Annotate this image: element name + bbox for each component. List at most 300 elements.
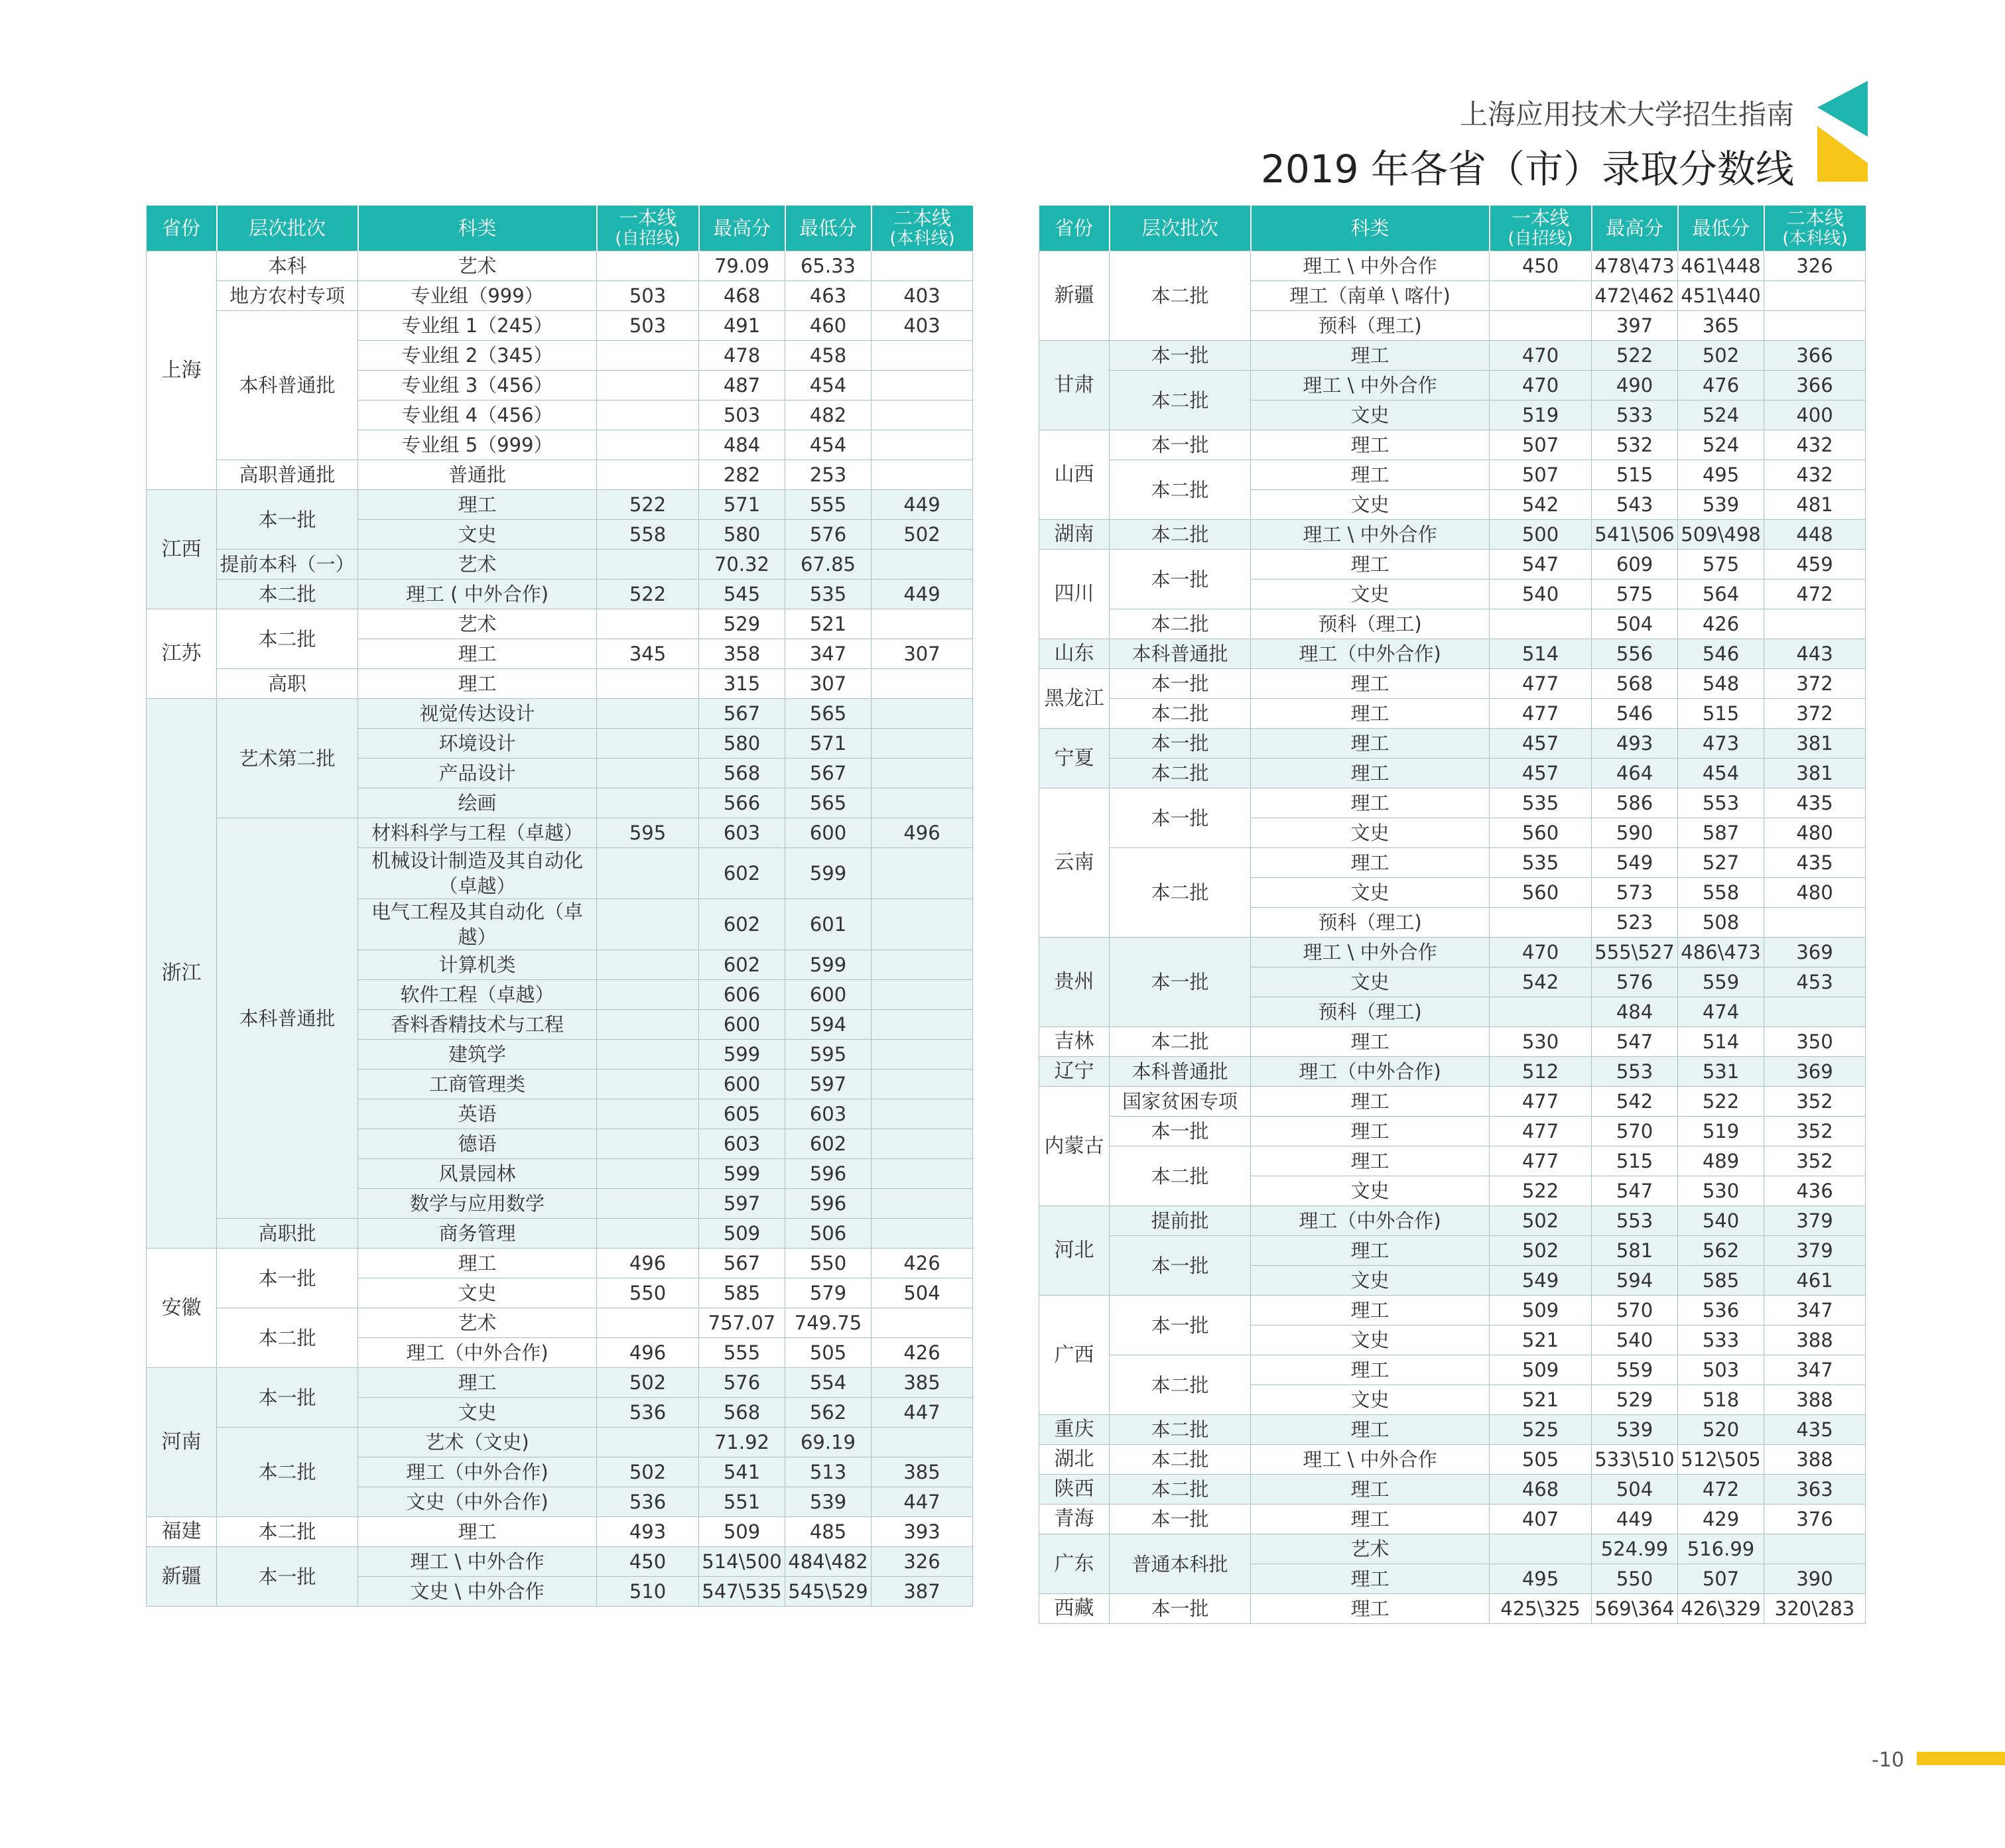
min-score-cell: 594	[785, 1010, 872, 1040]
first-line-cell: 509	[1490, 1355, 1592, 1385]
max-score-cell: 509	[699, 1219, 785, 1249]
subject-cell: 文史	[1251, 818, 1490, 848]
table-row	[147, 1308, 973, 1338]
max-score-cell: 478	[699, 341, 785, 371]
first-line-cell: 522	[1490, 1176, 1592, 1206]
subject-cell: 风景园林	[358, 1159, 597, 1189]
col-max: 最高分	[1592, 206, 1678, 251]
min-score-cell: 502	[1678, 341, 1764, 371]
batch-cell: 本一批	[1110, 550, 1251, 609]
table-row	[1039, 1117, 1866, 1146]
max-score-cell: 568	[1592, 669, 1678, 699]
first-line-cell	[597, 1099, 699, 1129]
subject-cell: 专业组 5（999）	[358, 430, 597, 460]
max-score-cell: 468	[699, 281, 785, 311]
second-line-cell: 426	[872, 1249, 973, 1278]
header-subtitle: 上海应用技术大学招生指南	[1459, 98, 1794, 131]
min-score-cell: 553	[1678, 788, 1764, 818]
second-line-cell	[1764, 281, 1866, 311]
max-score-cell: 546	[1592, 699, 1678, 729]
max-score-cell: 570	[1592, 1117, 1678, 1146]
subject-cell: 理工 \ 中外合作	[1251, 251, 1490, 281]
min-score-cell: 539	[1678, 490, 1764, 520]
max-score-cell: 603	[699, 818, 785, 848]
second-line-cell: 481	[1764, 490, 1866, 520]
subject-cell: 理工	[358, 1249, 597, 1278]
first-line-cell	[597, 729, 699, 759]
table-row	[1039, 341, 1866, 371]
subject-cell: 专业组 3（456）	[358, 371, 597, 400]
first-line-cell: 522	[597, 490, 699, 520]
first-line-cell: 450	[597, 1547, 699, 1577]
first-line-cell: 493	[597, 1517, 699, 1547]
subject-cell: 环境设计	[358, 729, 597, 759]
second-line-cell: 388	[1764, 1325, 1866, 1355]
max-score-cell: 547	[1592, 1027, 1678, 1057]
batch-cell: 本二批	[1110, 848, 1251, 938]
min-score-cell: 545\529	[785, 1577, 872, 1607]
table-row	[1039, 1236, 1866, 1266]
subject-cell: 产品设计	[358, 759, 597, 788]
province-cell: 宁夏	[1039, 729, 1110, 788]
min-score-cell: 539	[785, 1487, 872, 1517]
first-line-cell: 536	[597, 1398, 699, 1428]
first-line-cell	[597, 460, 699, 490]
subject-cell: 理工（中外合作)	[1251, 639, 1490, 669]
max-score-cell: 556	[1592, 639, 1678, 669]
batch-cell: 本二批	[1110, 1027, 1251, 1057]
min-score-cell: 531	[1678, 1057, 1764, 1087]
min-score-cell: 559	[1678, 967, 1764, 997]
subject-cell: 理工	[1251, 1355, 1490, 1385]
max-score-cell: 529	[1592, 1385, 1678, 1415]
second-line-cell	[1764, 997, 1866, 1027]
table-row	[1039, 1505, 1866, 1534]
col-subject: 科类	[358, 206, 597, 251]
max-score-cell: 602	[699, 848, 785, 899]
table-row	[1039, 460, 1866, 490]
col-first-line: 一本线 (自招线)	[1490, 206, 1592, 251]
subject-cell: 绘画	[358, 788, 597, 818]
second-line-cell	[872, 669, 973, 699]
first-line-cell: 502	[1490, 1236, 1592, 1266]
first-line-cell	[597, 1189, 699, 1219]
min-score-cell: 365	[1678, 311, 1764, 341]
min-score-cell: 595	[785, 1040, 872, 1070]
second-line-cell: 448	[1764, 520, 1866, 550]
max-score-cell: 547	[1592, 1176, 1678, 1206]
subject-cell: 文史	[1251, 490, 1490, 520]
min-score-cell: 601	[785, 899, 872, 950]
batch-cell: 本二批	[1110, 1355, 1251, 1415]
max-score-cell: 567	[699, 699, 785, 729]
table-row	[1039, 729, 1866, 759]
first-line-cell: 505	[1490, 1445, 1592, 1475]
min-score-cell: 548	[1678, 669, 1764, 699]
max-score-cell: 487	[699, 371, 785, 400]
min-score-cell: 524	[1678, 430, 1764, 460]
batch-cell: 本一批	[1110, 1505, 1251, 1534]
max-score-cell: 570	[1592, 1296, 1678, 1325]
batch-cell: 本二批	[1110, 1445, 1251, 1475]
max-score-cell: 515	[1592, 460, 1678, 490]
second-line-cell: 363	[1764, 1475, 1866, 1505]
second-line-cell: 307	[872, 639, 973, 669]
first-line-cell	[597, 899, 699, 950]
second-line-cell: 400	[1764, 400, 1866, 430]
min-score-cell: 463	[785, 281, 872, 311]
batch-cell: 本一批	[217, 1368, 358, 1428]
min-score-cell: 489	[1678, 1146, 1764, 1176]
subject-cell: 理工	[1251, 848, 1490, 878]
min-score-cell: 485	[785, 1517, 872, 1547]
first-line-cell	[597, 788, 699, 818]
subject-cell: 文史	[1251, 878, 1490, 908]
subject-cell: 理工	[358, 490, 597, 520]
first-line-cell	[597, 1308, 699, 1338]
first-line-cell: 560	[1490, 818, 1592, 848]
second-line-cell: 426	[872, 1338, 973, 1368]
subject-cell: 普通批	[358, 460, 597, 490]
subject-cell: 理工	[1251, 1505, 1490, 1534]
max-score-cell: 576	[1592, 967, 1678, 997]
min-score-cell: 533	[1678, 1325, 1764, 1355]
first-line-cell: 530	[1490, 1027, 1592, 1057]
max-score-cell: 504	[1592, 1475, 1678, 1505]
min-score-cell: 516.99	[1678, 1534, 1764, 1564]
subject-cell: 文史	[1251, 580, 1490, 609]
first-line-cell: 535	[1490, 788, 1592, 818]
province-cell: 山东	[1039, 639, 1110, 669]
subject-cell: 艺术	[358, 251, 597, 281]
table-row	[1039, 1206, 1866, 1236]
first-line-cell: 549	[1490, 1266, 1592, 1296]
table-row	[147, 550, 973, 580]
subject-cell: 理工	[1251, 1087, 1490, 1117]
min-score-cell: 519	[1678, 1117, 1764, 1146]
table-row	[1039, 1445, 1866, 1475]
first-line-cell: 507	[1490, 430, 1592, 460]
batch-cell: 本一批	[1110, 729, 1251, 759]
batch-cell: 本一批	[1110, 938, 1251, 1027]
subject-cell: 专业组 1（245）	[358, 311, 597, 341]
first-line-cell	[597, 950, 699, 980]
max-score-cell: 602	[699, 899, 785, 950]
subject-cell: 理工 \ 中外合作	[1251, 520, 1490, 550]
max-score-cell: 576	[699, 1368, 785, 1398]
second-line-cell: 372	[1764, 669, 1866, 699]
first-line-cell	[597, 609, 699, 639]
second-line-cell: 352	[1764, 1087, 1866, 1117]
min-score-cell: 460	[785, 311, 872, 341]
max-score-cell: 551	[699, 1487, 785, 1517]
second-line-cell: 480	[1764, 878, 1866, 908]
col-batch: 层次批次	[217, 206, 358, 251]
min-score-cell: 579	[785, 1278, 872, 1308]
second-line-cell	[872, 550, 973, 580]
batch-cell: 本一批	[1110, 1117, 1251, 1146]
batch-cell: 国家贫困专项	[1110, 1087, 1251, 1117]
table-row	[1039, 788, 1866, 818]
province-cell: 广东	[1039, 1534, 1110, 1594]
subject-cell: 理工	[358, 1368, 597, 1398]
subject-cell: 软件工程（卓越）	[358, 980, 597, 1010]
table-row	[1039, 1355, 1866, 1385]
table-row	[1039, 1087, 1866, 1117]
subject-cell: 工商管理类	[358, 1070, 597, 1099]
subject-cell: 德语	[358, 1129, 597, 1159]
province-cell: 江西	[147, 490, 217, 609]
table-row	[1039, 1057, 1866, 1087]
subject-cell: 文史	[1251, 1266, 1490, 1296]
first-line-cell: 470	[1490, 371, 1592, 400]
first-line-cell	[597, 669, 699, 699]
second-line-cell: 459	[1764, 550, 1866, 580]
first-line-cell: 512	[1490, 1057, 1592, 1087]
second-line-cell: 352	[1764, 1146, 1866, 1176]
batch-cell: 本一批	[1110, 430, 1251, 460]
min-score-cell: 67.85	[785, 550, 872, 580]
batch-cell: 本二批	[1110, 520, 1251, 550]
table-row	[147, 1368, 973, 1398]
col-second-line: 二本线 (本科线)	[1764, 206, 1866, 251]
min-score-cell: 253	[785, 460, 872, 490]
subject-cell: 文史	[1251, 1385, 1490, 1415]
first-line-cell	[597, 1129, 699, 1159]
batch-cell: 本二批	[1110, 699, 1251, 729]
subject-cell: 理工	[358, 639, 597, 669]
max-score-cell: 449	[1592, 1505, 1678, 1534]
max-score-cell: 553	[1592, 1057, 1678, 1087]
batch-cell: 本一批	[217, 1547, 358, 1607]
subject-cell: 理工	[1251, 341, 1490, 371]
province-cell: 新疆	[1039, 251, 1110, 341]
max-score-cell: 484	[1592, 997, 1678, 1027]
second-line-cell: 390	[1764, 1564, 1866, 1594]
max-score-cell: 573	[1592, 878, 1678, 908]
province-cell: 上海	[147, 251, 217, 490]
province-cell: 云南	[1039, 788, 1110, 938]
table-row	[1039, 1475, 1866, 1505]
province-cell: 浙江	[147, 699, 217, 1249]
second-line-cell: 472	[1764, 580, 1866, 609]
table-row	[1039, 848, 1866, 878]
max-score-cell: 580	[699, 520, 785, 550]
batch-cell: 本二批	[1110, 1415, 1251, 1445]
first-line-cell	[597, 699, 699, 729]
subject-cell: 电气工程及其自动化（卓越）	[358, 899, 597, 950]
min-score-cell: 596	[785, 1189, 872, 1219]
max-score-cell: 571	[699, 490, 785, 520]
second-line-cell	[1764, 1534, 1866, 1564]
second-line-cell	[872, 950, 973, 980]
min-score-cell: 567	[785, 759, 872, 788]
province-cell: 甘肃	[1039, 341, 1110, 430]
batch-cell: 本科	[217, 251, 358, 281]
subject-cell: 理工	[358, 1517, 597, 1547]
max-score-cell: 529	[699, 609, 785, 639]
province-cell: 广西	[1039, 1296, 1110, 1415]
subject-cell: 艺术（文史)	[358, 1428, 597, 1457]
table-row	[1039, 938, 1866, 967]
second-line-cell	[872, 1159, 973, 1189]
second-line-cell: 385	[872, 1457, 973, 1487]
batch-cell: 本二批	[1110, 371, 1251, 430]
max-score-cell: 600	[699, 1010, 785, 1040]
max-score-cell: 532	[1592, 430, 1678, 460]
table-row	[1039, 639, 1866, 669]
max-score-cell: 79.09	[699, 251, 785, 281]
second-line-cell: 376	[1764, 1505, 1866, 1534]
subject-cell: 理工	[1251, 430, 1490, 460]
second-line-cell: 447	[872, 1487, 973, 1517]
table-row	[147, 1219, 973, 1249]
subject-cell: 文史	[1251, 967, 1490, 997]
table-row	[1039, 371, 1866, 400]
table-row	[147, 311, 973, 341]
max-score-cell: 606	[699, 980, 785, 1010]
max-score-cell: 514\500	[699, 1547, 785, 1577]
province-cell: 四川	[1039, 550, 1110, 639]
subject-cell: 艺术	[1251, 1534, 1490, 1564]
second-line-cell: 350	[1764, 1027, 1866, 1057]
first-line-cell	[597, 550, 699, 580]
col-min: 最低分	[1678, 206, 1764, 251]
second-line-cell	[1764, 311, 1866, 341]
province-cell: 山西	[1039, 430, 1110, 520]
subject-cell: 艺术	[358, 609, 597, 639]
second-line-cell: 435	[1764, 1415, 1866, 1445]
second-line-cell	[872, 759, 973, 788]
table-row	[1039, 251, 1866, 281]
second-line-cell	[1764, 609, 1866, 639]
subject-cell: 理工 \ 中外合作	[1251, 1445, 1490, 1475]
max-score-cell: 478\473	[1592, 251, 1678, 281]
subject-cell: 理工（中外合作)	[1251, 1206, 1490, 1236]
second-line-cell	[872, 1010, 973, 1040]
max-score-cell: 594	[1592, 1266, 1678, 1296]
province-cell: 江苏	[147, 609, 217, 699]
province-cell: 辽宁	[1039, 1057, 1110, 1087]
second-line-cell: 379	[1764, 1236, 1866, 1266]
table-row	[147, 609, 973, 639]
max-score-cell: 599	[699, 1040, 785, 1070]
subject-cell: 香料香精技术与工程	[358, 1010, 597, 1040]
second-line-cell: 432	[1764, 430, 1866, 460]
second-line-cell	[872, 1428, 973, 1457]
subject-cell: 预科（理工)	[1251, 609, 1490, 639]
second-line-cell	[872, 1070, 973, 1099]
table-row	[147, 251, 973, 281]
table-body	[147, 251, 973, 1607]
subject-cell: 机械设计制造及其自动化（卓越）	[358, 848, 597, 899]
min-score-cell: 514	[1678, 1027, 1764, 1057]
table-header	[1039, 206, 1866, 251]
second-line-cell: 347	[1764, 1296, 1866, 1325]
subject-cell: 数学与应用数学	[358, 1189, 597, 1219]
subject-cell: 理工（南单 \ 喀什)	[1251, 281, 1490, 311]
table-row	[147, 818, 973, 848]
max-score-cell: 580	[699, 729, 785, 759]
second-line-cell: 403	[872, 281, 973, 311]
max-score-cell: 555	[699, 1338, 785, 1368]
second-line-cell: 393	[872, 1517, 973, 1547]
first-line-cell: 496	[597, 1338, 699, 1368]
first-line-cell	[597, 430, 699, 460]
second-line-cell	[872, 1129, 973, 1159]
first-line-cell: 521	[1490, 1325, 1592, 1355]
min-score-cell: 562	[1678, 1236, 1764, 1266]
batch-cell: 本一批	[1110, 1296, 1251, 1355]
first-line-cell	[1490, 1534, 1592, 1564]
min-score-cell: 576	[785, 520, 872, 550]
batch-cell: 本一批	[1110, 788, 1251, 848]
max-score-cell: 547\535	[699, 1577, 785, 1607]
min-score-cell: 521	[785, 609, 872, 639]
subject-cell: 理工 ( 中外合作)	[358, 580, 597, 609]
max-score-cell: 540	[1592, 1325, 1678, 1355]
second-line-cell: 388	[1764, 1445, 1866, 1475]
first-line-cell: 503	[597, 311, 699, 341]
subject-cell: 预科（理工)	[1251, 997, 1490, 1027]
second-line-cell: 504	[872, 1278, 973, 1308]
second-line-cell: 369	[1764, 938, 1866, 967]
min-score-cell: 482	[785, 400, 872, 430]
subject-cell: 理工	[1251, 1027, 1490, 1057]
first-line-cell	[1490, 311, 1592, 341]
first-line-cell	[1490, 281, 1592, 311]
min-score-cell: 749.75	[785, 1308, 872, 1338]
first-line-cell	[597, 848, 699, 899]
max-score-cell: 559	[1592, 1355, 1678, 1385]
province-cell: 河南	[147, 1368, 217, 1517]
table-row	[147, 490, 973, 520]
first-line-cell: 595	[597, 818, 699, 848]
subject-cell: 理工	[1251, 1146, 1490, 1176]
min-score-cell: 451\440	[1678, 281, 1764, 311]
first-line-cell	[597, 1428, 699, 1457]
second-line-cell: 443	[1764, 639, 1866, 669]
first-line-cell: 535	[1490, 848, 1592, 878]
first-line-cell: 495	[1490, 1564, 1592, 1594]
min-score-cell: 506	[785, 1219, 872, 1249]
first-line-cell: 525	[1490, 1415, 1592, 1445]
first-line-cell: 470	[1490, 938, 1592, 967]
second-line-cell: 372	[1764, 699, 1866, 729]
first-line-cell	[1490, 908, 1592, 938]
subject-cell: 文史	[358, 520, 597, 550]
second-line-cell	[872, 460, 973, 490]
min-score-cell: 524	[1678, 400, 1764, 430]
max-score-cell: 491	[699, 311, 785, 341]
max-score-cell: 553	[1592, 1206, 1678, 1236]
min-score-cell: 65.33	[785, 251, 872, 281]
batch-cell: 本科普通批	[1110, 639, 1251, 669]
first-line-cell	[597, 400, 699, 430]
min-score-cell: 461\448	[1678, 251, 1764, 281]
max-score-cell: 484	[699, 430, 785, 460]
subject-cell: 理工（中外合作)	[358, 1457, 597, 1487]
max-score-cell: 568	[699, 1398, 785, 1428]
first-line-cell: 502	[597, 1457, 699, 1487]
second-line-cell: 432	[1764, 460, 1866, 490]
first-line-cell: 540	[1490, 580, 1592, 609]
batch-cell: 本一批	[1110, 1236, 1251, 1296]
min-score-cell: 429	[1678, 1505, 1764, 1534]
second-line-cell	[872, 1189, 973, 1219]
batch-cell: 本二批	[217, 1428, 358, 1517]
batch-cell: 高职	[217, 669, 358, 699]
